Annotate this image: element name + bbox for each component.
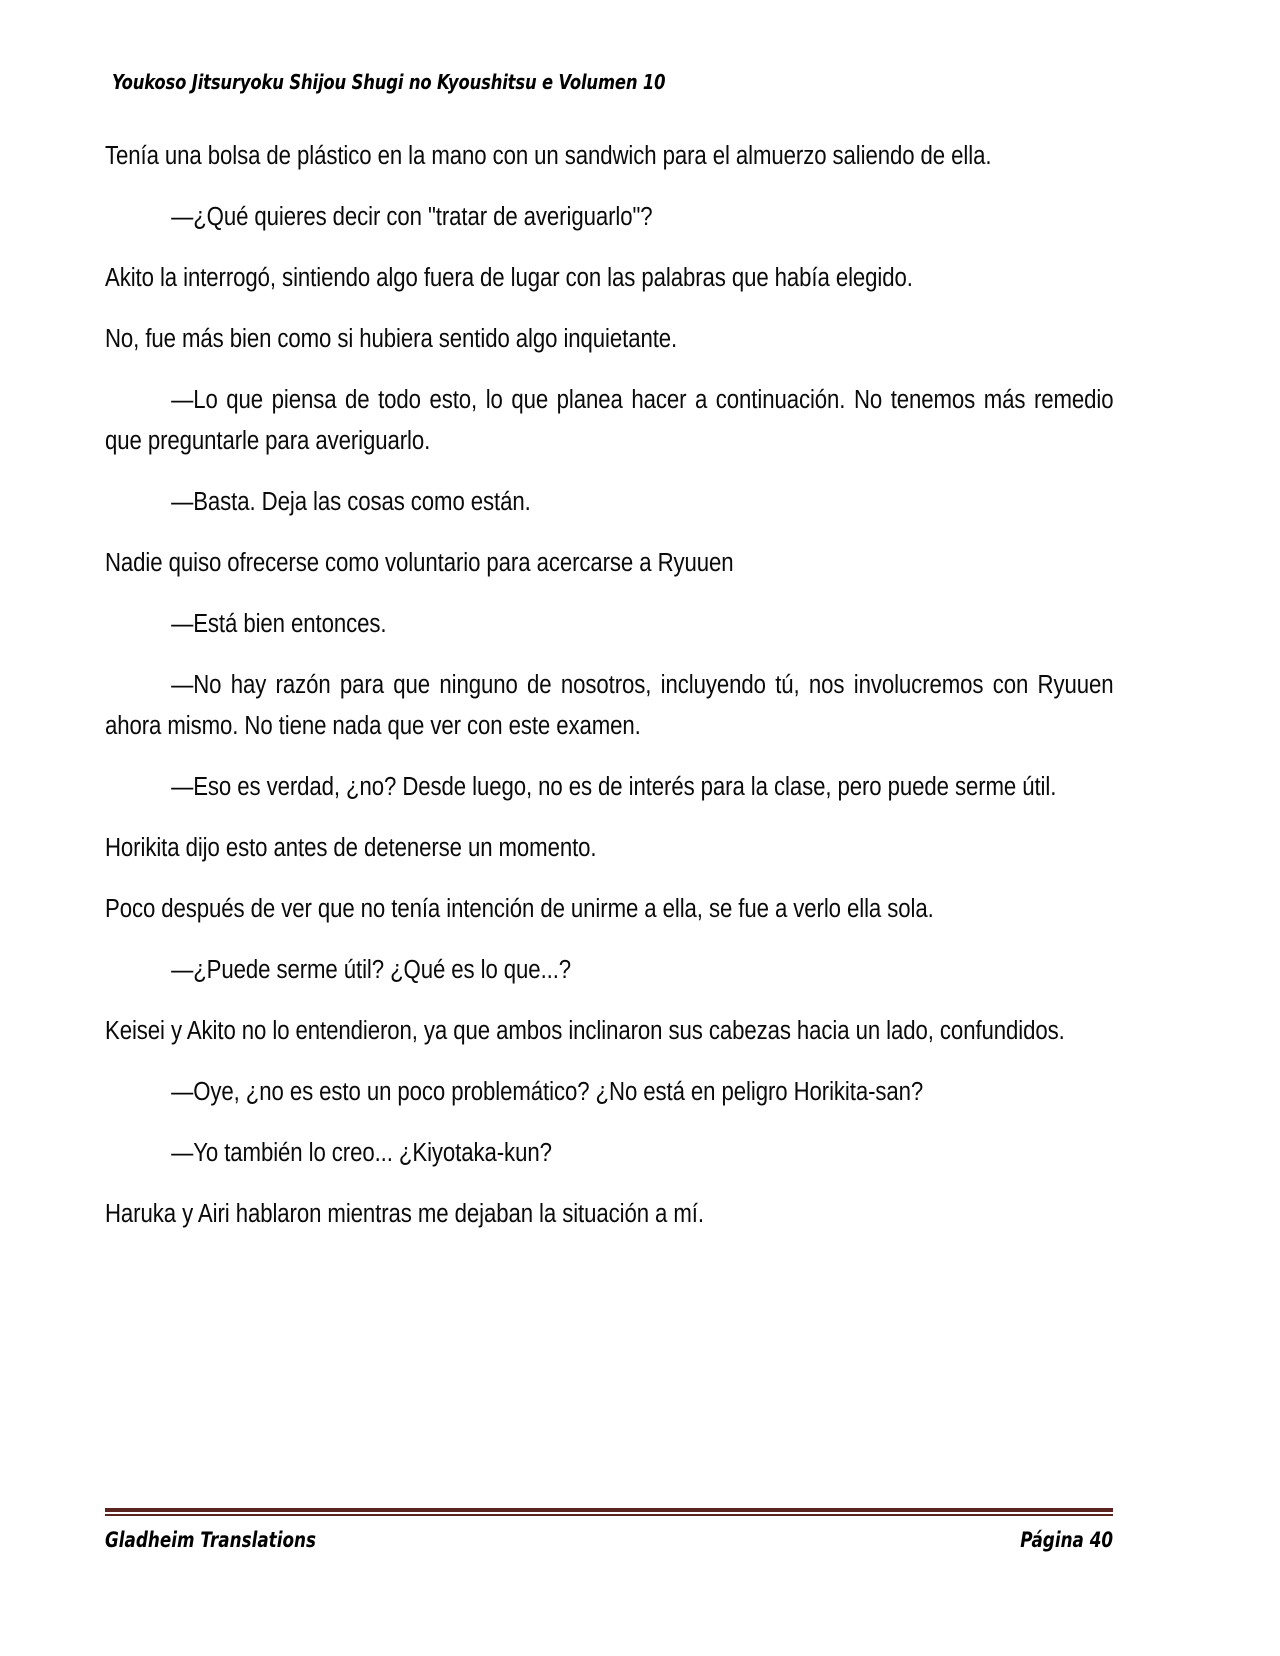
narrative-paragraph: Poco después de ver que no tenía intención de unirme a ella, se fue a verlo ella sola. [105, 895, 934, 923]
narrative-paragraph: Keisei y Akito no lo entendieron, ya que ambos inclinaron sus cabezas hacia un lado, confundidos. [105, 1017, 1065, 1045]
page-footer [105, 1527, 1113, 1553]
page-body [105, 136, 1113, 1235]
footer-divider [105, 1508, 1113, 1516]
footer-divider-thin [105, 1514, 1113, 1516]
narrative-paragraph: Nadie quiso ofrecerse como voluntario para acercarse a Ryuuen [105, 549, 734, 577]
dialog-paragraph: —Basta. Deja las cosas como están. [171, 488, 531, 516]
narrative-paragraph: Haruka y Airi hablaron mientras me dejaban la situación a mí. [105, 1200, 704, 1228]
dialog-paragraph: —Oye, ¿no es esto un poco problemático? ¿No está en peligro Horikita-san? [171, 1078, 924, 1106]
narrative-paragraph: Akito la interrogó, sintiendo algo fuera de lugar con las palabras que había elegido. [105, 264, 913, 292]
dialog-paragraph: —Yo también lo creo... ¿Kiyotaka-kun? [171, 1139, 552, 1167]
dialog-paragraph: —¿Qué quieres decir con "tratar de averiguarlo"? [171, 203, 653, 231]
page-header [112, 70, 1168, 100]
narrative-paragraph: No, fue más bien como si hubiera sentido algo inquietante. [105, 325, 678, 353]
footer-translator-credit: Gladheim Translations [105, 1528, 316, 1552]
dialog-paragraph: —Eso es verdad, ¿no? Desde luego, no es de interés para la clase, pero puede serme útil. [171, 773, 1057, 801]
footer-page-number: Página 40 [1020, 1528, 1113, 1552]
header-title: Youkoso Jitsuryoku Shijou Shugi no Kyoushitsu e Volumen 10 [112, 70, 666, 94]
dialog-paragraph: —Lo que piensa de todo esto, lo que planea hacer a continuación. No tenemos más remedio que preguntarle para averiguarlo. [105, 386, 1114, 455]
dialog-paragraph: —Está bien entonces. [171, 610, 387, 638]
narrative-paragraph: Horikita dijo esto antes de detenerse un momento. [105, 834, 597, 862]
dialog-paragraph: —¿Puede serme útil? ¿Qué es lo que...? [171, 956, 572, 984]
narrative-paragraph: Tenía una bolsa de plástico en la mano con un sandwich para el almuerzo saliendo de ella. [105, 142, 992, 170]
dialog-paragraph: —No hay razón para que ninguno de nosotros, incluyendo tú, nos involucremos con Ryuuen ahora mismo. No tiene nada que ver con este examen. [105, 671, 1114, 740]
